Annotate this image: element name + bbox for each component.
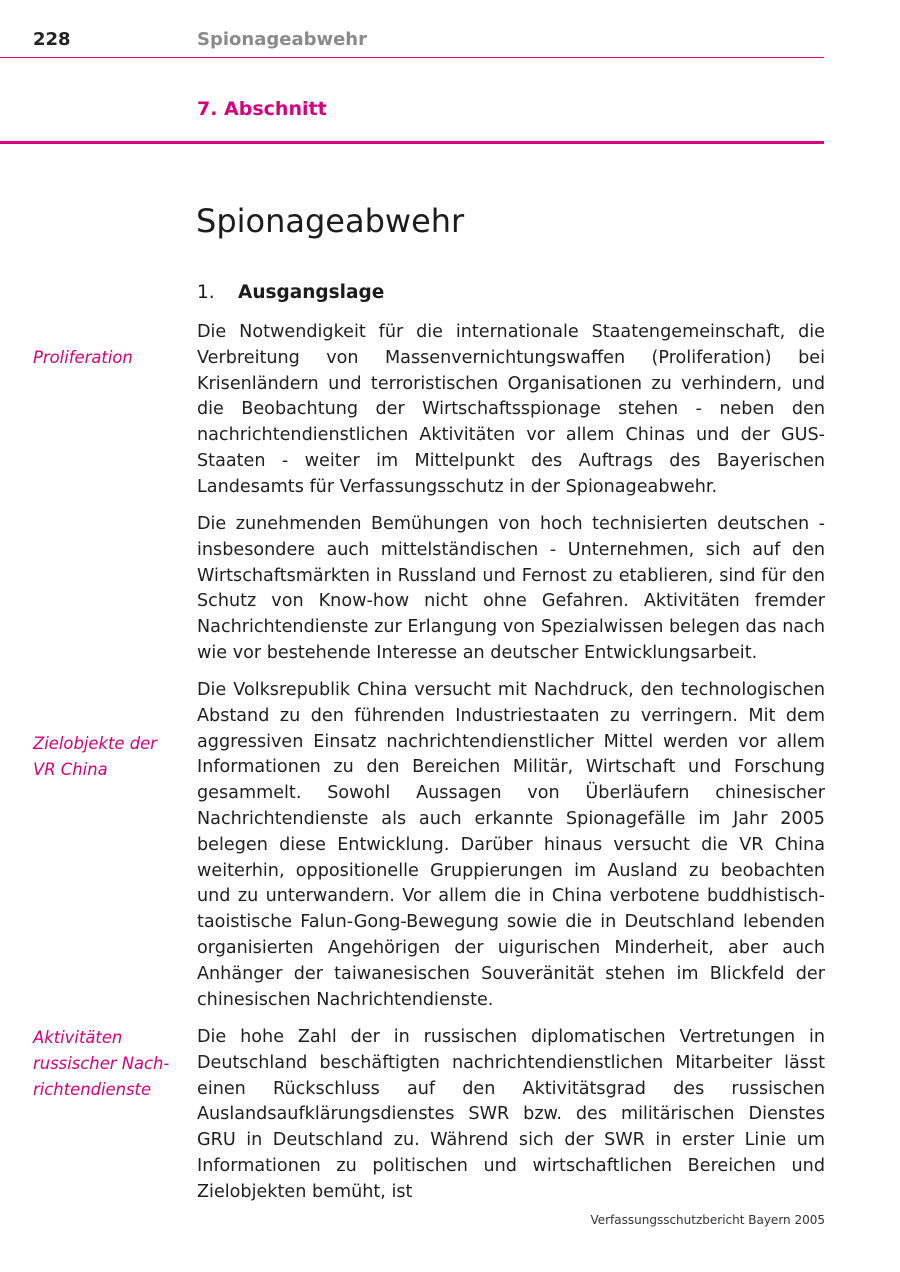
header-rule xyxy=(0,57,824,58)
chapter-title: Spionageabwehr xyxy=(196,202,465,240)
heading-text: Ausgangslage xyxy=(238,282,385,303)
heading-number: 1. xyxy=(197,282,215,303)
margin-note-russische-dienste: Aktivitäten russischer Nach-richtendienste xyxy=(33,1028,170,1099)
page-number: 228 xyxy=(33,29,71,50)
footer-text: Verfassungsschutzbericht Bayern 2005 xyxy=(590,1213,825,1227)
margin-note-proliferation: Proliferation xyxy=(33,348,133,367)
section-rule xyxy=(0,141,824,144)
paragraph-4: Die hohe Zahl der in russischen diplomatischen Vertretungen in Deutschland beschäftigten nachrichtendienstlichen Mitarbeiter lässt einen Rückschluss auf den Aktivitätsgrad des russischen Auslandsaufklärungsdienstes SWR bzw. des militärischen Dienstes GRU in Deutschland zu. Während sich der SWR in erster Linie um Informationen zu politischen und wirtschaftlichen Bereichen und Zielobjekten bemüht, ist xyxy=(197,1027,825,1202)
margin-note-vr-china: Zielobjekte der VR China xyxy=(33,734,157,779)
paragraph-2: Die zunehmenden Bemühungen von hoch technisierten deutschen - insbesondere auch mittelständischen - Unternehmen, sich auf den Wirtschaftsmärkten in Russland und Fernost zu etablieren, sind für den Schutz von Know-how nicht ohne Gefahren. Aktivitäten fremder Nachrichtendienste zur Erlangung von Spezialwissen belegen das nach wie vor bestehende Interesse an deutscher Entwicklungsarbeit. xyxy=(197,514,825,663)
paragraph-1: Die Notwendigkeit für die internationale Staatengemeinschaft, die Verbreitung von Massenvernichtungswaffen (Proliferation) bei Krisenländern und terroristischen Organisationen zu verhindern, und die Beobachtung der Wirtschaftsspionage stehen - neben den nachrichtendienstlichen Aktivitäten vor allem Chinas und der GUS-Staaten - weiter im Mittelpunkt des Auftrags des Bayerischen Landesamts für Verfassungsschutz in der Spionageabwehr. xyxy=(197,322,825,497)
section-label: 7. Abschnitt xyxy=(197,98,327,120)
paragraph-3: Die Volksrepublik China versucht mit Nachdruck, den technologischen Abstand zu den führenden Industriestaaten zu verringern. Mit dem aggressiven Einsatz nachrichtendienstlicher Mittel werden vor allem Informationen zu den Bereichen Militär, Wirtschaft und Forschung gesammelt. Sowohl Aussagen von Überläufern chinesischer Nachrichtendienste als auch erkannte Spionagefälle im Jahr 2005 belegen diese Entwicklung. Darüber hinaus versucht die VR China weiterhin, oppositionelle Gruppierungen im Ausland zu beobachten und zu unterwandern. Vor allem die in China verbotene buddhistisch-taoistische Falun-Gong-Bewegung sowie die in Deutschland lebenden organisierten Angehörigen der uigurischen Minderheit, aber auch Anhänger der taiwanesischen Souveränität stehen im Blickfeld der chinesischen Nachrichtendienste. xyxy=(197,680,825,1010)
running-head: Spionageabwehr xyxy=(197,29,367,50)
